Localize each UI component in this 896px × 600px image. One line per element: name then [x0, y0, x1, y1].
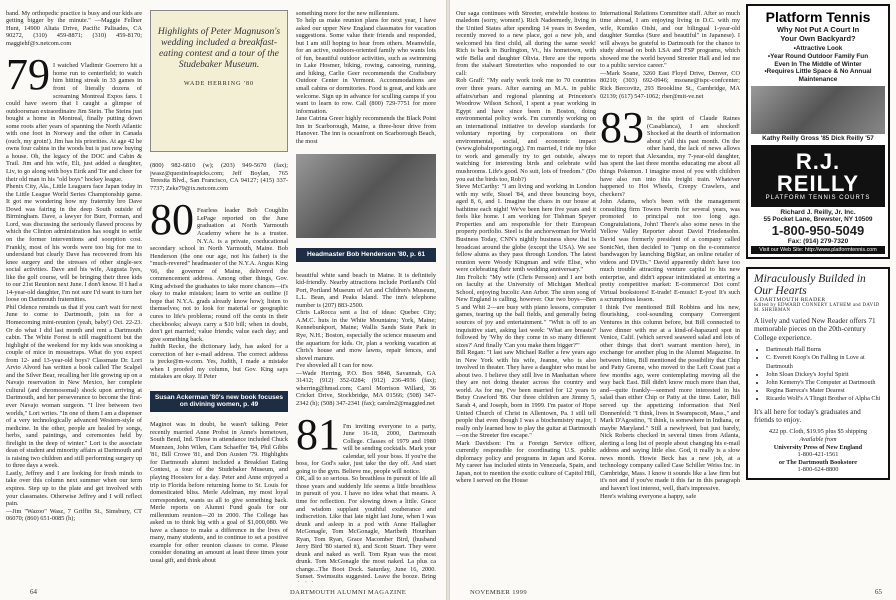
right-col1-text: Our saga continues with Streeter, erstwhile hostess to maledom (sorry, women!). Rich Nadeemedy, living in the United States after spending 14 years in Sweden, recently moved to a new place, got a new job, and welcomed his first child, all during the same week! Rich is back in Burlington, Vt., his hometown, with wife Bella and daughter Olivia. Here are the reports from the stalwart Streeterites who responded to our call: Rob Graff: "My early work took me to 70 countries over three years. After earning an M.A. in public affairs/urban and regional planning at Princeton's Woodrow Wilson School, I spent a year working in Egypt and have since been in Boston, doing environmental policy work. I'm currently working on an international initiative to develop standards for voluntary reporting by corporations on their environmental, social, and economic impact (www.globalreporting.org). I'm married, I ride my bike to work and generally try to get outside, always watching for interesting birds and celebrate wild mushrooms. Life's good. No suit, lots of freedom." (Do you eat the birds too, Rob?) Steve McCarthy: "I am living and working in London with my wife, Sissel '84, and three bouncing boys, aged 8, 6, and 1. Imagine the chaos in our house at bathtime each night! We've been here five years and it feels like home. I am working for Tishman Speyer Properties and am responsible for their European property portfolio. Steel is the anchorwoman for World Business Today, CNN's nightly business show that is broadcast around the globe (except the USA). We see fellow alums as they pass through London. The latest reunion were Woody Kingman and wife Elise, who were celebrating their tenth wedding anniversary." Jim Frolich: "My wife (Chris Persson) and I are both on faculty at the University of Michigan Medical School, enjoying bucolic Ann Arbor. The siren song of New England is calling, however. Our two boys—Ben 5 and Whit 2—are busy with piano lessons, computer games, tearing up the ball fields, and generally being sources of joy and entertainment." "Whit is off to an inquisitive start, asking last week: 'What are breasts?' followed by 'Why do they come in so many different sizes?' And finally 'Can you make them bigger?'" Bill Regan: "I last saw Michael Raffer a few years ago in New York with his wife, Jeanne, who is also involved in theater. They have a daughter who must be about two. I believe they still live in Manhattan where they are not doing theater across the country and world. As for me, I've been married for 12 years to Betsy Crawford '86. Our three children are Jimmy 5, Sarah 4, and Joseph, born in 1999. I'm pastor of Hope United Church of Christ in Allentown, Pa. I still tell people that even though I was a biochemistry major, I really only learned how to play the guitar at Dartmouth—on the Streeter fire escape." Mark Davidson: I'm a Foreign Service officer, currently responsible for coordinating U.S. public diplomacy policy and programs in Japan and Korea. My career has included stints in Venezuela, Spain, and Japan, not to mention the exotic culture of Capitol Hill, where I served on the House — [456, 9, 596, 485]
contents-item: • Regina Barreca's Mater Dearest — [766, 387, 882, 395]
class-year-83: 83 — [600, 102, 644, 152]
left-column-3 — [296, 2, 436, 582]
dartmouth-reader-ad — [746, 267, 890, 480]
book-editors: Edited by EDWARD CONNERY LATHEM and DAVID M. SHRIBMAN — [754, 302, 880, 313]
right-page — [450, 0, 896, 600]
book-price: 422 pp. Cloth, $19.95 plus $5 shipping — [768, 428, 868, 436]
platform-tennis-sub-1: Why Not Put A Court In — [776, 25, 860, 34]
right-col2-top-text: International Relations Committee staff. After so much time abroad, I am enjoying living in D.C. with my wife, Kumiko Oishi, and our bilingual 1-year-old daughter Sumika (Sure and beautiful" in Japanese). I will always be grateful to Dartmouth for the chance to study abroad on both LSA and FSP programs, which showed me the world beyond Streeter Hall and led me to a public service career." —Mark Soane, 3260 East Floyd Drive, Denver, CO 80210; (303) 692-0946; msoane@ispc-confcenter; Rick Bercovitz, 293 Brookline St., Cambridge, MA 02139; (617) 547-1062; rber@mit-ve.net — [600, 9, 740, 100]
right-column-1 — [456, 2, 596, 582]
right-col2-83-text: In the spirit of Claude Raines (Casablanca), I am shocked! Shocked at the dearth of information about y'all this past month. On the other hand, the lack of news allows me to report that Alexandra, my 7-year-old daughter, has spent the last three months educating me about all things Pokemon. I imagine most of you with children have also run into this freight train. Whatever happened to Hot Wheels, Creepy Crawlers, and checkers? John Adams, who's been with the management consulting firm Towers Perrin for several years, was promoted to principal not too long ago. Congratulations, John! There's also some news in the Yellow Valley Reporter about David Friedensohn. David was formerly president of a company called SonicNet, then decided to "jump on the e-commerce bandwagon by launching BigStar, an online retailer of videos and DVDs." David apparently didn't have too much trouble attracting venture capital to his new enterprise, and didn't appear intimidated at entering a pretty competitive market: E-commerce! Dot com! Virtual bookstores! E-trade! E-music! E-you! It's such a scrumptious lesson. I think I've mentioned Bill Robbins and his new, flourishing, cool-sounding company Convergent Ventures in this column before, but Bill connected to have dinner with me at a kind-of-hapazard spot in Venice, Calif. (which served seaweed salad and lots of other things that don't warrant mention here), in exchange for another plug in the Alumni Magazine. In between bites, Bill mentioned the possibility that Chip and Patty Greene, who moved to the Left Coast just a few months ago, were contemplating moving all the way back East. Bill didn't know much more than that, and—quite frankly—seemed more interested in his salad than either Chip or Patty at the time. Later, Bill served up the appetizing information that Neil Donnenfeld: "I think, lives in Swampscott, Mass.," and Mark D'Agostino, "I think, is somewhere in Indiana, or maybe Maryland." Still a newlywed, but just barely, Nick Roberts checked in several times from Atlanta, alerting a long list of people about changing his e-mail address and saying little else. God, it really is a slow news month. Howie Beck has a new job, at a technology company called Case Schiller Weiss Inc. in Cambridge, Mass. I know it sounds like a law firm but it's not and if you've made it this far in this paragraph and haven't lost interest, well, that's impressive. Here's wishing everyone a happy, safe — [600, 115, 740, 500]
left-page — [0, 0, 446, 600]
magazine-title-footer: DARTMOUTH ALUMNI MAGAZINE — [290, 589, 407, 596]
reilly-name: R.J. REILLY — [776, 148, 860, 196]
publisher-phone: 1-800-421-1561 — [797, 451, 839, 459]
highlights-text: Highlights of Peter Magnuson's wedding included a breakfast-eating contest and a tour of the Studebaker Museum. — [157, 26, 281, 71]
contents-item: • Ricardo Wolf's A Tlingit Brother of Alpha Chi — [766, 395, 882, 403]
publisher-name: University Press of New England — [773, 443, 863, 451]
issue-date-footer: NOVEMBER 1999 — [470, 589, 528, 596]
feature-item: •Requires Little Space & No Annual Maintenance — [764, 68, 872, 84]
col2-address-text: (800) 982-6810 (w); (203) 949-5670 (fax); jwasz@questinfoapicks.com; Jeff Boylan, 765 Teresita Blvd., San Francisco, CA 94127; (415) 337-7737; Zeke79@ix.netcom.com — [150, 162, 288, 192]
platform-tennis-sub-2: Your Own Backyard? — [780, 34, 856, 43]
right-column-2 — [600, 2, 740, 582]
reilly-website: Visit our Web Site: http://www.platformtennis.com — [751, 246, 885, 254]
headmaster-photo — [296, 154, 436, 238]
contents-item: • John Kemeny's The Computer at Dartmouth — [766, 379, 882, 387]
book-contents-list — [754, 346, 882, 403]
reilly-fax: Fax: (914) 279-7320 — [787, 237, 849, 245]
contents-item: • C. Everett Koop's On Falling in Love at Dartmouth — [766, 354, 882, 370]
book-subtitle: A DARTMOUTH READER — [754, 296, 826, 303]
right-column-3-ads — [746, 4, 890, 480]
platform-tennis-title: Platform Tennis — [765, 9, 871, 25]
class-year-81: 81 — [296, 409, 340, 459]
feature-item: •Attractive Look — [793, 45, 843, 52]
contents-item: • Dartmouth Hall Burns — [766, 346, 882, 354]
book-available-from: Available from — [799, 436, 837, 444]
reilly-address-2: 55 Pocket Lane, Brewster, NY 10509 — [763, 215, 873, 223]
contents-item: • John Sloan Dickey's Joyful Spirit — [766, 371, 882, 379]
bookstore-phone: 1-800-624-8800 — [797, 466, 839, 474]
book-description: A lively and varied New Reader offers 71 memorable pieces on the 20th-century College experience. — [754, 315, 876, 342]
bookstore-name: or The Dartmouth Bookstore — [778, 458, 858, 466]
reilly-family-photo — [751, 86, 885, 134]
col2-maginot-text: Maginot was in doubt, he wasn't talking. Peter recently married Anne Probst in Anne's hometown, South Bend, Ind. Those in attendance included Chuck Muenzen, John Wilen, Cam Schaeffer '84, Phil Gibbs '81, Bill Crowe '81, and Don Austen '79. Highlights for Dartmouth alumni included a Breakfast Eating Contest, a tour of the Studebaker Museum, and playing Hoosiers for a day. Peter and Anne enjoyed a trip to Florida before returning home to St. Louis for domesticated bliss. Merle Adelman, my most loyal correspondent, wants us all to give something back. Merle reports on Alumni Fund goals for our millennium reunion—20 in 2000. The College has asked us to think big with a goal of $1,000,080. We have a chance to make a difference in the lives of many, many students, and to continue to set a positive example for other reunion classes to come. Please consider donating an amount at least three times your usual gift, and think about — [150, 421, 288, 564]
photo-caption: Kathy Reilly Gross '85 Dick Reilly '57 — [762, 134, 874, 142]
reilly-company-type: PLATFORM TENNIS COURTS — [765, 194, 871, 201]
col1-top-text: band. My orthopedic practice is busy and our kids are getting bigger by the minute." —Maggie Fellner Hunt, 14900 Altata Drive, Pacific Palisades, CA 90272, (310) 459-8871; (310) 459-8170; maggiehf@x.netcom.com — [6, 9, 142, 47]
class-year-80: 80 — [150, 194, 194, 244]
left-column-2 — [150, 2, 288, 582]
col2-80-text: Fearless leader Bob Coughlin LePage reported on the June graduation at North Yarmouth Academy where he is a trustee. N.Y.A. is a private, coeducational secondary school in North Yarmouth, Maine. Bob Henderson (the one our age, not his father) is the "much-revered" headmaster of the N.Y.A. Angus King '66, the governor of Maine, delivered the commencement address. Among other things, Gov. King advised the graduates to take more chances—it's okay to make mistakes; learn to write an outline (I hope that N.Y.A. grads already know how); listen to themselves; not to look for material or geographic cures to life's problems; round off the cents in their checkbooks; always carry a $10 bill; when in doubt, don't get married; value friends; value each day; and give something back. Judith Recke, the dictionary lady, has asked for a correction of her e-mail address. The correct address is jrecke@m-w.com. Yes, Judith, I made a mistake when I proofed my column, but Gov. King says mistakes are okay. If Peter — [150, 207, 288, 381]
platform-tennis-ad — [746, 4, 890, 259]
page-number-left: 64 — [30, 588, 37, 596]
reilly-logo — [751, 145, 885, 207]
left-column-1 — [6, 2, 142, 582]
reilly-address-1: Richard J. Reilly, Jr. Inc. — [780, 208, 856, 216]
susan-ackerman-banner: Susan Ackerman '80's new book focuses on divining women, p. 49 — [150, 391, 288, 412]
col3-top-text: something more for the new millennium. To help us make reunion plans for next year, I have asked our upper New England classmates for vacation suggestions. Some value their friends and responded, but I am still hoping to hear from others. Meanwhile, for an active, outdoors-oriented family who wants lots of fun, beautiful outdoor activities, such as swimming in Lake Hosmer, biking, rowing, canoeing, running, and hiking, Carlie Geer recommends the Craftsbury Outdoor Center in Vermont. Accommodations are small cabins or dormitories. Food is great, and kids are welcome. Sign up in advance for sculling camps if you want to learn to row. Call (800) 729-7751 for more information. Jane Catrina Greer highly recommends the Black Point Inn in Scarborough, Maine, a three-hour drive from Hanover. The inn is oceanfront on Scarborough Beach, the most — [296, 9, 436, 145]
bob-henderson-banner: Headmaster Bob Henderson '80, p. 61 — [296, 248, 436, 262]
feature-item: Even In The Middle of Winter — [774, 60, 862, 68]
col3-81-text: I'm inviting everyone to a party, June 16-18, 2000, Dartmouth College. Classes of 1979 and 1980 will be sending cocktails. Mark your calendar, tell your boss. If you're the boss, for God's sake, just take the day off. And start going to the gym. Believe me, people will notice. OK, all to so serious. So breathless in pursuit of life all those years and suddenly life seems a little breathless in pursuit of you. I have no idea what that means. A time for reflection. For slowing down a little. Grace and wisdom supplant youthful exuberance and indiscretion. Like that late night last June, when I was drunk and asleep in a pod with Anne Hallagher McGonagle, Tom McGonagle, Maribeth Hourihan Ryan, Tom Ryan, Grace Macomber Bird, (husband Jerry Bird '80 started it), and Scott Stuart. They were drunk and naked as well. Tom Ryan was the most drunk. Tom McGonagle the most naked. La plus ca change...The Boot Dock. Saturday, June 16, 2000. Sunset. Swimsuits suggested. Leave the booze. Bring — [296, 422, 436, 581]
reilly-phone: 1-800-950-5049 — [771, 222, 865, 238]
book-title: Miraculously Builded in Our Hearts — [754, 272, 866, 297]
col1-79-text: I watched Vladimir Goerrero hit a home run to centerfield; to watch him hitting streak in 33 games in front of literally dozens of screaming Montreal Expos fans. I could have sworn that I caught a glimpse of outdoorsman extraordinaire Jim Stein. The Steins just bought a home in Montreal, finally putting down some roots after years of spanning the North Atlantic with one foot in Norway and the other in Canada (ouch, my groin!). Jim has his priorities. At age 42 he owns four cabins in the woods but is just now buying a house. Oh, the legacy of the DOC and Cabin & Trail. Jim and his wife, Eli, just added a daughter, Liv, to go along with boys Eirik and Tor and cheer for their old man in his "old boys" hockey league. Phenix City, Ala., Little Leaguers face Japan today in the Little League World Series Championship game. It got me wondering how my fraternity bro Dave Dowd was fairing in the deep South outside of Birmingham. Dave, a lawyer for Burr, Forman, and Lord, was discussing the seriously flawed process by which the Clinton administration has sought to settle on the former interventions and soorption cost. Frankly, most of his words were too big for me to understand but clearly Dave has recovered from his knee surgery and the stresses of other single-sex social activities. Dave and his wife, Augusta Iyes, like the golf course, will be bringing their three kids to our 21st Reunion next June. I don't know. If I had a 14-year-old daughter, I'm not sure I'd want to turn her loose on Dartmouth fraternities. Phil Odence reminds us that if you can't wait for next June to come to Dartmouth, join us for a Homecoming mini-reunion (yeah, baby!) Oct. 22-23. Or do what I did last month and rent a Dartmouth cabin. The White Forest is still magnificent but the highlight of the weekend for my kids was snooking a couple of mice in mousetraps. What do you expect from 12- and 13-year-old boys? Classmate Dr. Lori Arvio Alvord has written a book called The Scalpel and the Silver Bear, recalling her life growing up on a Navajo reservation in New Mexico, her complete cultural (and chromosomal) shock upon arriving at Dartmouth, and her perseverance to become the first-ever Navajo woman surgeon. "I live between two worlds," Lori writes. "In one of them I am a dispenser of a very technologically advanced Western-style of medicine. In the other, people are healed by songs, herbs, sand paintings, and ceremonies held by firelight in the deep of winter." Lori is the associate dean of student and minority affairs at Dartmouth and is raising two children and still performing surgery up to three days a week. Lastly, Jeffrey and I are looking for fresh minds to take over this column next summer when our term expires. Step up to the plate and get involved with your classmates. Otherwise Jeffrey and I will reflect pain. —Jim "Wazoo" Wasz, 7 Griffin St., Simsbury, CT 06070; (860) 651-0085 (h); — [6, 62, 142, 523]
platform-tennis-features — [751, 45, 885, 84]
col3-bottom-text: beautiful white sand beach in Maine. It is definitely kid-friendly. Nearby attractions include Portland's Old Port, Portland Museum of Art and Children's Museum, L.L. Bean, and Peaks Island. The inn's telephone number is (207) 883-2500. Chris LaRocca sent a list of ideas: Quebec City; A.M.C. huts in the White Mountains; York, Maine; Kennebunkport, Maine; Wallis Sands State Park in Rye, N.H.; Boston, especially the science museum and the aquarium for kids. Or, plan a working vacation at Chris's house and mow lawns, repair fences, and shovel manure. I've shoveled all I can for now. —Wade Herring, P.O. Box 9848, Savannah, GA 31412; (912) 352-0284; (912) 236-4936 (fax); wherring@hmsd.com; Carol Morrison Willard, 36 Cricket Drive, Stockbridge, MA 01566; (508) 347-2342 (h); (508) 347-2341 (fax); carolm2@maggied.net — [296, 271, 436, 407]
page-number-right: 65 — [875, 588, 882, 596]
highlights-attribution: WADE HERRING '80 — [183, 80, 255, 87]
class-year-79: 79 — [6, 49, 50, 99]
feature-item: •Year Round Outdoor Family Fun — [767, 52, 869, 60]
highlights-pullquote — [150, 10, 288, 152]
book-gift-line: It's all here for today's graduates and friends to enjoy. — [754, 406, 861, 425]
